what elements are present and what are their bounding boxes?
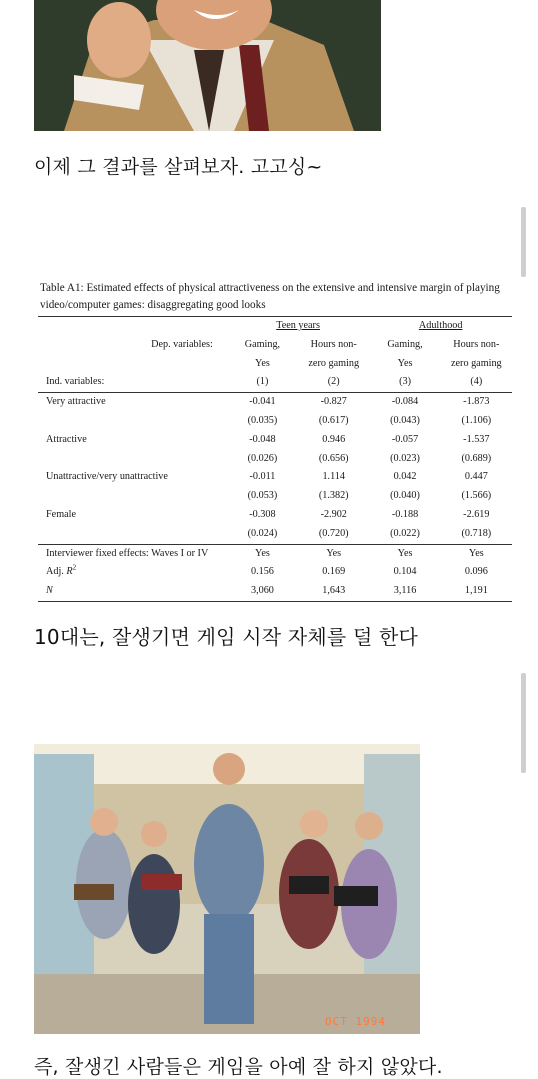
dep-header: Gaming, (387, 338, 423, 350)
row-label: Unattractive/very unattractive (46, 471, 168, 483)
table-dep-header-row-2 (38, 355, 512, 374)
regression-table-figure (38, 280, 514, 602)
school-hallway-illustration (34, 744, 420, 1034)
coef-cell: -0.188 (391, 508, 419, 520)
se-cell: (0.023) (390, 452, 420, 464)
footer-cell: 0.169 (322, 566, 346, 578)
coef-cell: -0.048 (249, 433, 276, 445)
date-stamp: OCT 1994 (325, 1015, 386, 1028)
footer-label: Adj. $R^2$ (46, 563, 77, 578)
footer-cell: Yes (227, 544, 298, 563)
table-footer-row (38, 544, 512, 563)
table-row (38, 393, 512, 412)
coef-cell: -0.011 (249, 471, 276, 483)
footer-label: Interviewer fixed effects: Waves I or IV (38, 544, 227, 563)
se-cell: (0.053) (247, 490, 278, 502)
regression-table (38, 316, 512, 602)
scroll-indicator (521, 207, 526, 277)
column-number: (2) (327, 376, 340, 388)
table-title: Table A1: Estimated effects of physical attractiveness on the extensive and intensive margin of playing video/computer games: disaggregating good looks (40, 282, 500, 311)
se-cell: (0.689) (461, 452, 492, 464)
se-cell: (0.656) (318, 452, 349, 464)
footer-cell: Yes (441, 544, 512, 563)
dep-header: zero gaming (451, 357, 502, 369)
se-cell: (1.106) (461, 414, 492, 426)
se-cell: (0.040) (390, 490, 420, 502)
coef-cell: 0.447 (464, 471, 488, 483)
man-in-fur-coat-illustration (34, 0, 381, 131)
footer-cell: Yes (369, 544, 440, 563)
table-row (38, 431, 512, 450)
table-row-se (38, 525, 512, 544)
footer-label: N (38, 582, 227, 601)
table-column-number-row (38, 373, 512, 392)
footer-cell: 0.156 (250, 566, 274, 578)
footer-cell: 0.104 (393, 566, 417, 578)
caption-teen-finding: 10대는, 잘생기면 게임 시작 자체를 덜 한다 (34, 625, 419, 649)
coef-cell: -0.084 (369, 393, 440, 412)
column-number: (3) (399, 376, 411, 388)
column-number: (4) (470, 376, 483, 388)
se-cell: (0.026) (247, 452, 278, 464)
coef-cell: -0.827 (298, 393, 369, 412)
table-row-se (38, 450, 512, 469)
row-label: Female (46, 508, 76, 520)
column-number: (1) (256, 376, 269, 388)
footer-cell: 0.096 (464, 566, 488, 578)
table-row (38, 506, 512, 525)
table-row-se (38, 412, 512, 431)
coef-cell: -1.537 (463, 433, 490, 445)
coef-cell: -2.902 (320, 508, 347, 520)
dep-header: Yes (397, 357, 413, 369)
se-cell: (0.035) (247, 414, 278, 426)
se-cell: (0.043) (390, 414, 420, 426)
table-row-se (38, 487, 512, 506)
coef-cell: -2.619 (463, 508, 490, 520)
coef-cell: -0.308 (249, 508, 276, 520)
table-footer-row (38, 563, 512, 582)
group-teen-years: Teen years (276, 320, 320, 331)
se-cell: (0.718) (461, 527, 492, 539)
se-cell: (1.566) (461, 490, 492, 502)
school-hallway-photo (34, 744, 420, 1034)
se-cell: (0.024) (247, 527, 278, 539)
table-dep-header-row-1 (38, 336, 512, 355)
se-cell: (0.022) (390, 527, 420, 539)
coef-cell: -0.041 (227, 393, 298, 412)
se-cell: (0.617) (318, 414, 349, 426)
table-row (38, 468, 512, 487)
top-photo (34, 0, 381, 131)
caption-results-intro: 이제 그 결과를 살펴보자. 고고싱~ (34, 156, 323, 178)
footer-cell: 1,643 (298, 582, 369, 601)
caption-conclusion: 즉, 잘생긴 사람들은 게임을 아예 잘 하지 않았다. (34, 1056, 443, 1078)
coef-cell: -1.873 (441, 393, 512, 412)
footer-cell: 3,116 (369, 582, 440, 601)
row-label: Very attractive (38, 393, 227, 412)
dep-header: Hours non- (310, 338, 357, 350)
row-label: Attractive (46, 433, 87, 445)
dep-header: Gaming, (244, 338, 281, 350)
coef-cell: 1.114 (322, 471, 345, 483)
dep-header: Hours non- (453, 338, 500, 350)
footer-cell: 1,191 (441, 582, 512, 601)
dep-header: zero gaming (308, 357, 360, 369)
dep-variables-label: Dep. variables: (151, 338, 213, 350)
coef-cell: 0.042 (393, 471, 417, 483)
ind-variables-label: Ind. variables: (46, 376, 105, 388)
coef-cell: -0.057 (391, 433, 419, 445)
scroll-indicator (521, 673, 526, 773)
se-cell: (0.720) (318, 527, 349, 539)
footer-cell: Yes (298, 544, 369, 563)
table-footer-row (38, 582, 512, 601)
group-adulthood: Adulthood (418, 320, 463, 331)
coef-cell: 0.946 (322, 433, 346, 445)
dep-header: Yes (255, 357, 270, 369)
footer-cell: 3,060 (227, 582, 298, 601)
se-cell: (1.382) (318, 490, 349, 502)
table-group-header-row (38, 317, 512, 336)
